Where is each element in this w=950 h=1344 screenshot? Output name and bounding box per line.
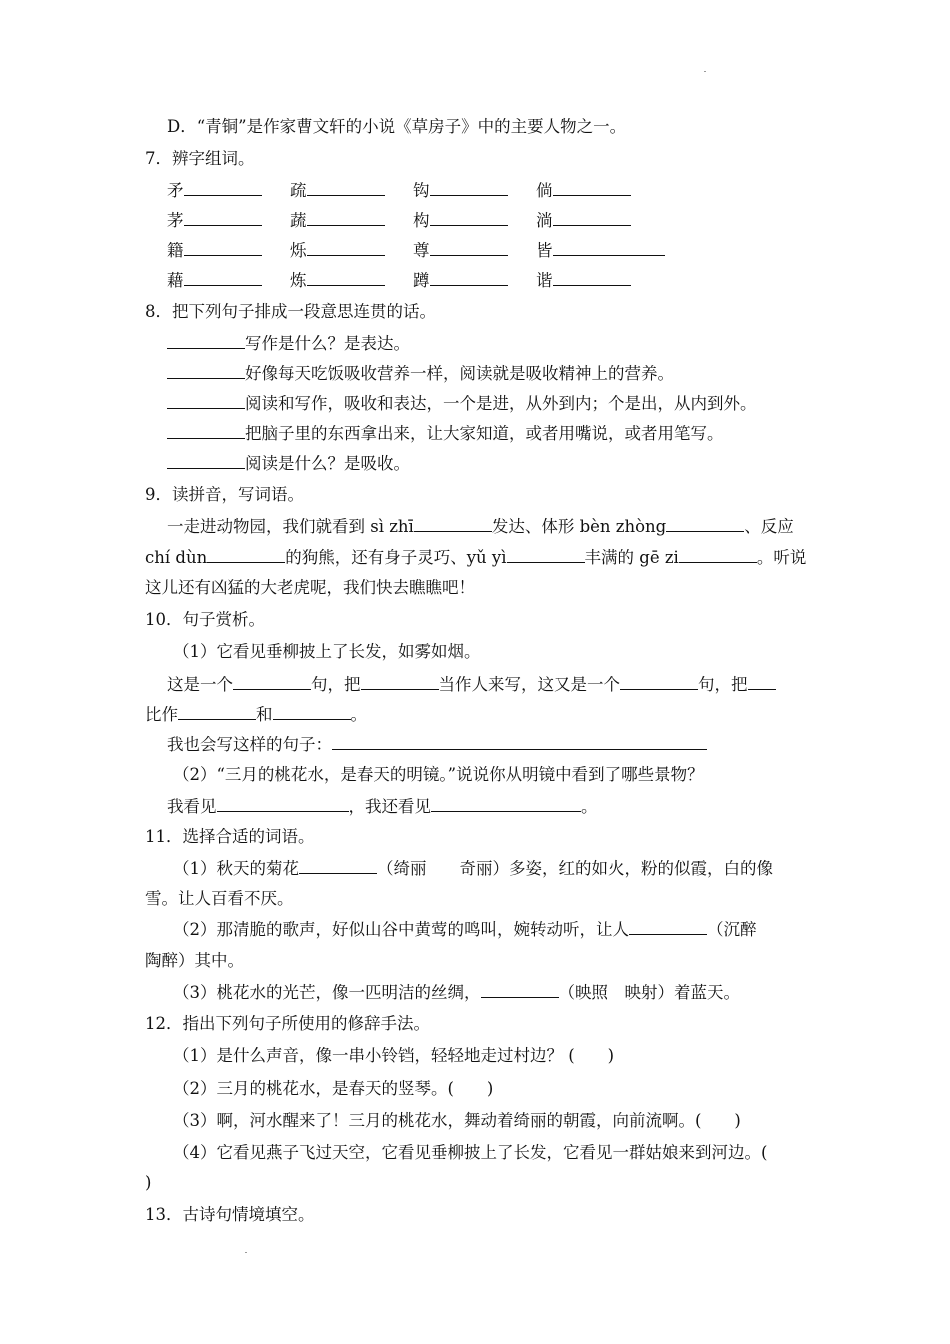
q10-line xyxy=(145,704,367,726)
q10-title: 10．句子赏析。 xyxy=(145,610,265,629)
q10-text: 。 xyxy=(581,797,598,816)
q9-blank[interactable] xyxy=(414,516,492,532)
q8-sentence xyxy=(167,393,757,415)
q7-blank[interactable] xyxy=(553,240,665,256)
q7-row xyxy=(290,240,385,262)
q7-row xyxy=(413,180,508,202)
q7-blank[interactable] xyxy=(430,240,508,256)
q7-blank[interactable] xyxy=(430,180,508,196)
q7-char: 烁 xyxy=(290,241,307,260)
q9-text: 。听说 xyxy=(756,548,807,567)
q7-char: 谐 xyxy=(536,271,553,290)
q11-blank[interactable] xyxy=(629,919,707,935)
q11-item xyxy=(173,982,740,1004)
q7-blank[interactable] xyxy=(430,270,508,286)
q9-text: chí dùn xyxy=(145,548,208,567)
q7-row xyxy=(536,240,665,262)
q11-text: （绮丽 奇丽）多姿，红的如火，粉的似霞，白的像 xyxy=(377,859,773,878)
q10-text: 当作人来写，这又是一个 xyxy=(438,675,620,694)
q8-order-blank[interactable] xyxy=(167,333,245,349)
q7-blank[interactable] xyxy=(307,210,385,226)
q10-blank[interactable] xyxy=(620,674,698,690)
q7-title: 7．辨字组词。 xyxy=(145,149,255,168)
q7-char: 蔬 xyxy=(290,211,307,230)
q11-title: 11．选择合适的词语。 xyxy=(145,827,315,846)
q9-line xyxy=(167,516,794,538)
q9-text: 一走进动物园，我们就看到 sì zhī xyxy=(167,517,414,536)
q7-row xyxy=(536,270,631,292)
q13-title: 13．古诗句情境填空。 xyxy=(145,1205,315,1224)
q10-line xyxy=(167,734,707,756)
q10-text: 句，把 xyxy=(698,675,748,694)
q7-blank[interactable] xyxy=(184,270,262,286)
q7-blank[interactable] xyxy=(307,240,385,256)
q7-blank[interactable] xyxy=(553,210,631,226)
q10-text: 句，把 xyxy=(311,675,361,694)
q7-char: 钩 xyxy=(413,181,430,200)
q7-row xyxy=(290,270,385,292)
q10-sentence-blank[interactable] xyxy=(332,734,707,750)
q9-blank[interactable] xyxy=(507,547,585,563)
q7-blank[interactable] xyxy=(553,270,631,286)
q12-item: （2）三月的桃花水，是春天的竖琴。( ) xyxy=(173,1079,494,1098)
q11-text: （1）秋天的菊花 xyxy=(173,859,299,878)
q10-text: ，我还看见 xyxy=(348,797,431,816)
q11-item xyxy=(173,919,757,941)
q10-prompt-1: （1）它看见垂柳披上了长发，如雾如烟。 xyxy=(173,642,481,661)
q11-blank[interactable] xyxy=(481,982,559,998)
q10-line xyxy=(167,796,598,818)
q11-text: （沉醉 xyxy=(707,920,757,939)
scan-dot xyxy=(704,71,706,72)
q7-row xyxy=(167,180,262,202)
q11-blank[interactable] xyxy=(299,858,377,874)
q7-row xyxy=(290,180,385,202)
q7-char: 疏 xyxy=(290,181,307,200)
q8-sentence-text: 阅读是什么？是吸收。 xyxy=(245,454,410,473)
q12-item: （4）它看见燕子飞过天空，它看见垂柳披上了长发，它看见一群姑娘来到河边。( xyxy=(173,1143,768,1162)
q8-order-blank[interactable] xyxy=(167,393,245,409)
q12-item: （1）是什么声音，像一串小铃铛，轻轻地走过村边？ ( ) xyxy=(173,1046,615,1065)
q8-sentence xyxy=(167,453,410,475)
q7-char: 倘 xyxy=(536,181,553,200)
q9-text: 、反应 xyxy=(744,517,794,536)
q7-char: 藉 xyxy=(167,271,184,290)
q8-order-blank[interactable] xyxy=(167,453,245,469)
q10-blank[interactable] xyxy=(217,796,349,812)
q8-sentence-text: 写作是什么？是表达。 xyxy=(245,334,410,353)
q7-blank[interactable] xyxy=(430,210,508,226)
scan-dot xyxy=(245,1252,247,1253)
q10-text: 这是一个 xyxy=(167,675,233,694)
q10-line xyxy=(167,674,776,696)
q11-text: （3）桃花水的光芒，像一匹明洁的丝绸， xyxy=(173,983,481,1002)
q7-row xyxy=(413,270,508,292)
q10-blank[interactable] xyxy=(233,674,311,690)
q9-line xyxy=(145,547,806,569)
q7-char: 蹲 xyxy=(413,271,430,290)
q10-blank[interactable] xyxy=(178,704,256,720)
q7-char: 皆 xyxy=(536,241,553,260)
q10-blank[interactable] xyxy=(748,674,776,690)
q8-sentence xyxy=(167,423,724,445)
q7-char: 淌 xyxy=(536,211,553,230)
q7-row xyxy=(413,210,508,232)
q7-blank[interactable] xyxy=(184,180,262,196)
q8-order-blank[interactable] xyxy=(167,423,245,439)
q9-text: 发达、体形 bèn zhòng xyxy=(491,517,667,536)
q11-item-cont: 陶醉）其中。 xyxy=(145,951,244,970)
q7-char: 尊 xyxy=(413,241,430,260)
q8-sentence-text: 把脑子里的东西拿出来，让大家知道，或者用嘴说，或者用笔写。 xyxy=(245,424,724,443)
q12-item-cont: ) xyxy=(145,1173,152,1192)
q7-char: 籍 xyxy=(167,241,184,260)
q10-blank[interactable] xyxy=(431,796,581,812)
q8-sentence xyxy=(167,363,674,385)
q10-text: 我看见 xyxy=(167,797,217,816)
q7-row xyxy=(536,180,631,202)
q9-text: 的狗熊，还有身子灵巧、yǔ yì xyxy=(285,548,507,567)
q10-text: 比作 xyxy=(145,705,178,724)
q11-item-cont: 雪。让人百看不厌。 xyxy=(145,889,294,908)
q6-option-d: D．“青铜”是作家曹文轩的小说《草房子》中的主要人物之一。 xyxy=(167,117,627,136)
q12-title: 12．指出下列句子所使用的修辞手法。 xyxy=(145,1014,430,1033)
q7-blank[interactable] xyxy=(307,270,385,286)
q8-sentence-text: 好像每天吃饭吸收营养一样，阅读就是吸收精神上的营养。 xyxy=(245,364,674,383)
q12-item: （3）啊，河水醒来了！三月的桃花水，舞动着绮丽的朝霞，向前流啊。( ) xyxy=(173,1111,741,1130)
q11-item xyxy=(173,858,773,880)
q8-order-blank[interactable] xyxy=(167,363,245,379)
q7-char: 炼 xyxy=(290,271,307,290)
q7-blank[interactable] xyxy=(184,240,262,256)
q9-blank[interactable] xyxy=(666,516,744,532)
q10-text: 我也会写这样的句子： xyxy=(167,735,332,754)
q7-row xyxy=(413,240,508,262)
q9-blank[interactable] xyxy=(207,547,285,563)
q9-blank[interactable] xyxy=(679,547,757,563)
q7-blank[interactable] xyxy=(184,210,262,226)
q8-sentence xyxy=(167,333,410,355)
q7-row xyxy=(167,270,262,292)
q10-text: 。 xyxy=(350,705,367,724)
q7-row xyxy=(536,210,631,232)
q9-line: 这儿还有凶猛的大老虎呢，我们快去瞧瞧吧！ xyxy=(145,578,475,597)
q10-blank[interactable] xyxy=(273,704,351,720)
q10-text: 和 xyxy=(256,705,273,724)
q7-row xyxy=(167,240,262,262)
q7-row xyxy=(167,210,262,232)
q10-blank[interactable] xyxy=(361,674,439,690)
q7-char: 构 xyxy=(413,211,430,230)
q7-row xyxy=(290,210,385,232)
q8-title: 8．把下列句子排成一段意思连贯的话。 xyxy=(145,302,436,321)
q10-prompt-2: （2）“三月的桃花水，是春天的明镜。”说说你从明镜中看到了哪些景物？ xyxy=(173,765,704,784)
q11-text: （映照 映射）着蓝天。 xyxy=(558,983,740,1002)
q7-char: 矛 xyxy=(167,181,184,200)
q11-text: （2）那清脆的歌声，好似山谷中黄莺的鸣叫，婉转动听，让人 xyxy=(173,920,629,939)
q7-char: 茅 xyxy=(167,211,184,230)
q9-title: 9．读拼音，写词语。 xyxy=(145,485,304,504)
q7-blank[interactable] xyxy=(553,180,631,196)
q7-blank[interactable] xyxy=(307,180,385,196)
q8-sentence-text: 阅读和写作，吸收和表达，一个是进，从外到内；个是出，从内到外。 xyxy=(245,394,757,413)
q9-text: 丰满的 gē zi xyxy=(584,548,679,567)
